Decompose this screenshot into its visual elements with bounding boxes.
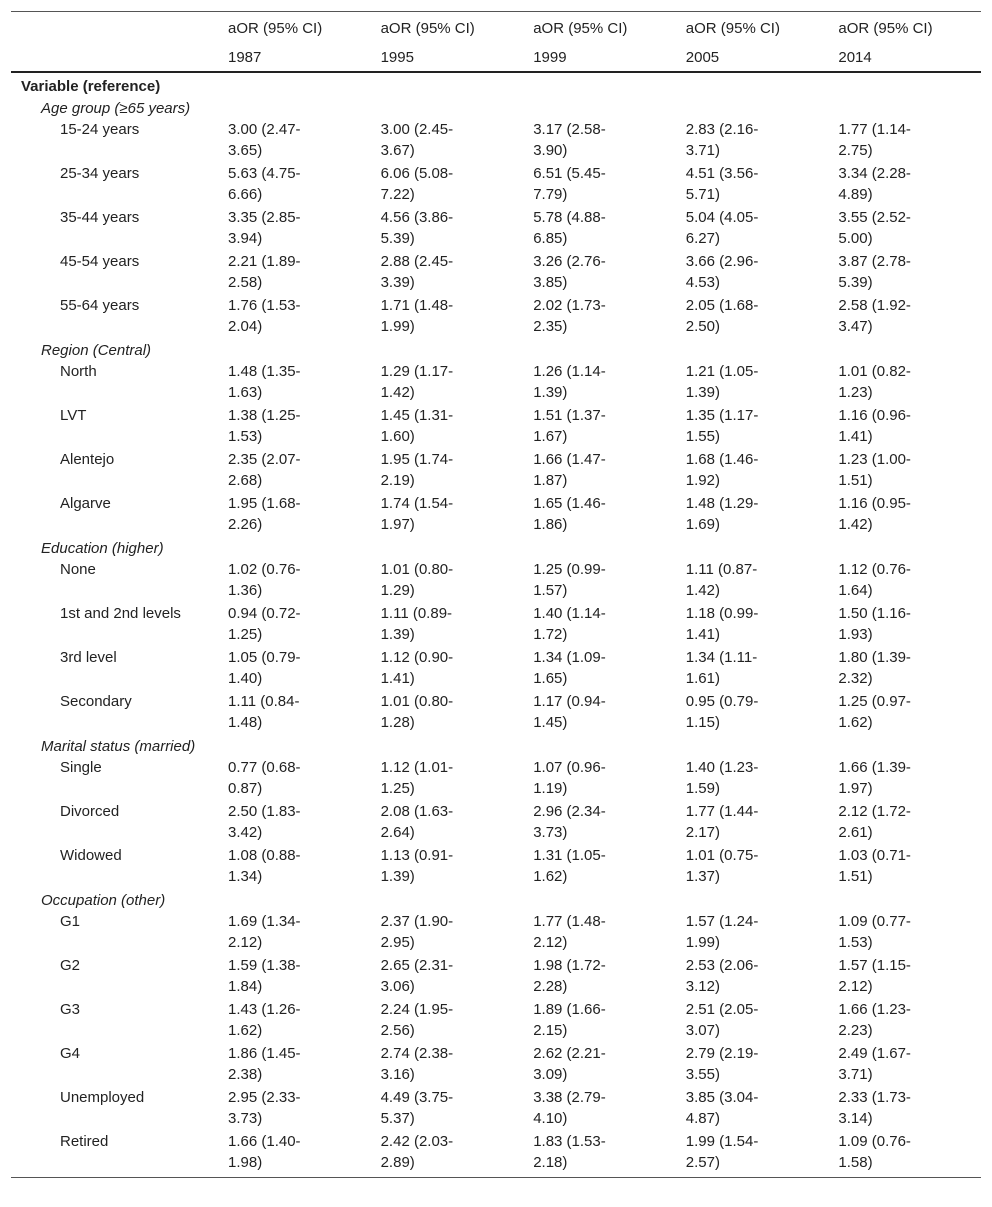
table-cell: 2.65 (2.31-3.06) — [380, 957, 454, 995]
row-label: 35-44 years — [60, 209, 140, 226]
table-cell: 2.02 (1.73-2.35) — [533, 297, 606, 335]
table-cell: 1.66 (1.47-1.87) — [533, 451, 606, 489]
table-cell: 4.51 (3.56-5.71) — [685, 165, 759, 203]
table-cell: 1.01 (0.75-1.37) — [685, 847, 759, 885]
table-row — [11, 647, 981, 691]
table-cell: 1.50 (1.16-1.93) — [838, 605, 911, 643]
table-row — [11, 955, 981, 999]
table-cell: 1.95 (1.74-2.19) — [380, 451, 454, 489]
table-row — [11, 845, 981, 889]
row-label: None — [60, 561, 96, 578]
table-cell: 3.87 (2.78-5.39) — [838, 253, 911, 291]
row-label: 3rd level — [60, 649, 117, 666]
table-row — [11, 911, 981, 955]
row-label: 15-24 years — [60, 121, 140, 138]
row-label: G1 — [60, 913, 81, 930]
header-metric-1987: aOR (95% CI) — [218, 12, 371, 43]
group-title: Region (Central) — [41, 342, 152, 359]
row-label: G2 — [60, 957, 81, 974]
table-cell: 1.26 (1.14-1.39) — [533, 363, 606, 401]
row-label: 45-54 years — [60, 253, 140, 270]
table-cell: 4.49 (3.75-5.37) — [380, 1089, 454, 1127]
table-row — [11, 207, 981, 251]
table-cell: 4.56 (3.86-5.39) — [380, 209, 454, 247]
table-cell: 1.66 (1.23-2.23) — [838, 1001, 911, 1039]
row-label: North — [60, 363, 97, 380]
table-cell: 1.48 (1.29-1.69) — [685, 495, 759, 533]
table-cell: 1.48 (1.35-1.63) — [228, 363, 301, 401]
group-title: Occupation (other) — [41, 892, 166, 909]
table-cell: 2.79 (2.19-3.55) — [685, 1045, 759, 1083]
table-cell: 2.53 (2.06-3.12) — [685, 957, 759, 995]
row-label: Alentejo — [60, 451, 115, 468]
group-header-row — [11, 537, 981, 559]
table-cell: 1.09 (0.76-1.58) — [828, 1131, 981, 1178]
table-cell: 1.12 (0.90-1.41) — [380, 649, 454, 687]
header-year-1999: 1999 — [523, 42, 676, 72]
table-cell: 1.74 (1.54-1.97) — [380, 495, 454, 533]
header-row-year — [11, 42, 981, 72]
header-year-2005: 2005 — [676, 42, 829, 72]
table-cell: 1.95 (1.68-2.26) — [228, 495, 301, 533]
row-label: G3 — [60, 1001, 81, 1018]
table-cell: 3.00 (2.45-3.67) — [380, 121, 454, 159]
table-row — [11, 999, 981, 1043]
row-label: Single — [60, 759, 102, 776]
table-cell: 2.37 (1.90-2.95) — [380, 913, 454, 951]
table-cell: 1.71 (1.48-1.99) — [380, 297, 454, 335]
table-cell: 1.01 (0.80-1.28) — [380, 693, 454, 731]
table-cell: 1.01 (0.80-1.29) — [380, 561, 454, 599]
table-cell: 3.17 (2.58-3.90) — [533, 121, 606, 159]
aor-table — [11, 11, 981, 1178]
table-cell: 3.34 (2.28-4.89) — [838, 165, 911, 203]
table-cell: 1.83 (1.53-2.18) — [523, 1131, 676, 1178]
table-cell: 2.51 (2.05-3.07) — [685, 1001, 759, 1039]
header-year-1995: 1995 — [371, 42, 524, 72]
table-cell: 1.40 (1.14-1.72) — [533, 605, 606, 643]
header-year-1987: 1987 — [218, 42, 371, 72]
table-row — [11, 493, 981, 537]
row-label: G4 — [60, 1045, 81, 1062]
table-cell: 1.11 (0.89-1.39) — [380, 605, 453, 643]
table-cell: 2.24 (1.95-2.56) — [380, 1001, 454, 1039]
table-row — [11, 119, 981, 163]
header-year-2014: 2014 — [828, 42, 981, 72]
group-title: Education (higher) — [41, 540, 164, 557]
table-cell: 2.08 (1.63-2.64) — [380, 803, 454, 841]
table-cell: 1.03 (0.71-1.51) — [838, 847, 911, 885]
table-cell: 2.42 (2.03-2.89) — [371, 1131, 524, 1178]
table-cell: 1.13 (0.91-1.39) — [380, 847, 454, 885]
group-header-row — [11, 735, 981, 757]
header-empty-cell — [11, 42, 218, 72]
table-cell: 3.26 (2.76-3.85) — [533, 253, 606, 291]
table-cell: 2.83 (2.16-3.71) — [685, 121, 759, 159]
table-cell: 1.77 (1.14-2.75) — [838, 121, 911, 159]
table-cell: 1.66 (1.40-1.98) — [218, 1131, 371, 1178]
table-cell: 1.59 (1.38-1.84) — [228, 957, 301, 995]
row-label: Retired — [11, 1131, 218, 1178]
table-cell: 1.01 (0.82-1.23) — [838, 363, 911, 401]
table-cell: 1.08 (0.88-1.34) — [228, 847, 301, 885]
table-cell: 1.51 (1.37-1.67) — [533, 407, 606, 445]
header-empty-cell — [11, 12, 218, 43]
table-cell: 0.77 (0.68-0.87) — [228, 759, 301, 797]
row-label: 1st and 2nd levels — [60, 605, 181, 622]
table-cell: 2.21 (1.89-2.58) — [228, 253, 301, 291]
table-cell: 1.57 (1.15-2.12) — [838, 957, 911, 995]
row-label: 25-34 years — [60, 165, 140, 182]
table-cell: 1.05 (0.79-1.40) — [228, 649, 301, 687]
table-cell: 1.69 (1.34-2.12) — [228, 913, 301, 951]
row-label: Widowed — [60, 847, 122, 864]
table-cell: 5.04 (4.05-6.27) — [685, 209, 759, 247]
table-cell: 2.88 (2.45-3.39) — [380, 253, 454, 291]
table-cell: 1.12 (0.76-1.64) — [838, 561, 911, 599]
table-cell: 2.12 (1.72-2.61) — [838, 803, 911, 841]
table-cell: 2.05 (1.68-2.50) — [685, 297, 759, 335]
table-cell: 2.33 (1.73-3.14) — [838, 1089, 911, 1127]
group-title: Age group (≥65 years) — [41, 100, 191, 117]
table-row — [11, 757, 981, 801]
table-cell: 1.40 (1.23-1.59) — [685, 759, 759, 797]
table-row — [11, 691, 981, 735]
table-cell: 1.45 (1.31-1.60) — [380, 407, 454, 445]
table-cell: 1.68 (1.46-1.92) — [685, 451, 759, 489]
table-row — [11, 801, 981, 845]
table-body — [11, 72, 981, 1178]
header-metric-2005: aOR (95% CI) — [676, 12, 829, 43]
table-row — [11, 449, 981, 493]
table-cell: 1.16 (0.96-1.41) — [838, 407, 911, 445]
table-cell: 3.38 (2.79-4.10) — [533, 1089, 606, 1127]
table-cell: 3.35 (2.85-3.94) — [228, 209, 301, 247]
table-cell: 2.50 (1.83-3.42) — [228, 803, 301, 841]
table-row — [11, 1131, 981, 1178]
table-row — [11, 295, 981, 339]
table-row — [11, 361, 981, 405]
table-row — [11, 163, 981, 207]
variable-reference-label: Variable (reference) — [21, 78, 161, 95]
table-cell: 1.77 (1.48-2.12) — [533, 913, 606, 951]
table-cell: 1.25 (0.97-1.62) — [838, 693, 911, 731]
table-cell: 1.34 (1.11-1.61) — [685, 649, 758, 687]
table-cell: 2.58 (1.92-3.47) — [838, 297, 911, 335]
table-cell: 5.63 (4.75-6.66) — [228, 165, 301, 203]
table-cell: 1.98 (1.72-2.28) — [533, 957, 606, 995]
table-cell: 1.23 (1.00-1.51) — [838, 451, 911, 489]
table-cell: 1.80 (1.39-2.32) — [838, 649, 911, 687]
table-cell: 1.21 (1.05-1.39) — [685, 363, 759, 401]
table-cell: 1.25 (0.99-1.57) — [533, 561, 606, 599]
table-cell: 1.17 (0.94-1.45) — [533, 693, 606, 731]
table-cell: 6.51 (5.45-7.79) — [533, 165, 606, 203]
table-cell: 1.76 (1.53-2.04) — [228, 297, 301, 335]
group-header-row — [11, 97, 981, 119]
table-cell: 1.65 (1.46-1.86) — [533, 495, 606, 533]
table-cell: 1.18 (0.99-1.41) — [685, 605, 759, 643]
row-label: Algarve — [60, 495, 111, 512]
table-row — [11, 405, 981, 449]
table-cell: 1.86 (1.45-2.38) — [228, 1045, 301, 1083]
group-header-row — [11, 339, 981, 361]
table-cell: 1.11 (0.87-1.42) — [685, 561, 758, 599]
table-cell: 1.35 (1.17-1.55) — [685, 407, 759, 445]
table-cell: 0.95 (0.79-1.15) — [685, 693, 759, 731]
table-cell: 2.74 (2.38-3.16) — [380, 1045, 454, 1083]
table-cell: 2.49 (1.67-3.71) — [838, 1045, 911, 1083]
table-cell: 1.02 (0.76-1.36) — [228, 561, 301, 599]
table-cell: 2.96 (2.34-3.73) — [533, 803, 606, 841]
table-cell: 1.43 (1.26-1.62) — [228, 1001, 301, 1039]
table-cell: 1.99 (1.54-2.57) — [676, 1131, 829, 1178]
table-row — [11, 559, 981, 603]
row-label: Unemployed — [60, 1089, 145, 1106]
table-cell: 0.94 (0.72-1.25) — [228, 605, 301, 643]
header-metric-1999: aOR (95% CI) — [523, 12, 676, 43]
table-cell: 1.29 (1.17-1.42) — [380, 363, 454, 401]
row-label: Secondary — [60, 693, 132, 710]
table-cell: 6.06 (5.08-7.22) — [380, 165, 454, 203]
table-cell: 1.11 (0.84-1.48) — [228, 693, 300, 731]
table-cell: 1.38 (1.25-1.53) — [228, 407, 301, 445]
header-metric-2014: aOR (95% CI) — [828, 12, 981, 43]
table-cell: 2.35 (2.07-2.68) — [228, 451, 301, 489]
group-title: Marital status (married) — [41, 738, 196, 755]
table-cell: 1.16 (0.95-1.42) — [838, 495, 911, 533]
table-cell: 1.07 (0.96-1.19) — [533, 759, 606, 797]
table-cell: 3.00 (2.47-3.65) — [228, 121, 301, 159]
table-cell: 1.31 (1.05-1.62) — [533, 847, 606, 885]
table-cell: 2.62 (2.21-3.09) — [533, 1045, 606, 1083]
table-cell: 1.57 (1.24-1.99) — [685, 913, 759, 951]
table-row — [11, 603, 981, 647]
header-metric-1995: aOR (95% CI) — [371, 12, 524, 43]
table-row — [11, 1043, 981, 1087]
row-label: Divorced — [60, 803, 120, 820]
table-cell: 1.12 (1.01-1.25) — [380, 759, 454, 797]
group-header-row — [11, 889, 981, 911]
table-cell: 1.09 (0.77-1.53) — [838, 913, 911, 951]
table-cell: 1.89 (1.66-2.15) — [533, 1001, 606, 1039]
header-row-metric — [11, 12, 981, 43]
variable-reference-row — [11, 72, 981, 97]
table-cell: 3.85 (3.04-4.87) — [685, 1089, 759, 1127]
table-cell: 2.95 (2.33-3.73) — [228, 1089, 301, 1127]
table-cell: 3.55 (2.52-5.00) — [838, 209, 911, 247]
table-cell: 1.66 (1.39-1.97) — [838, 759, 911, 797]
row-label: LVT — [60, 407, 87, 424]
aor-table-container — [11, 11, 981, 1178]
table-row — [11, 251, 981, 295]
table-cell: 5.78 (4.88-6.85) — [533, 209, 606, 247]
table-cell: 3.66 (2.96-4.53) — [685, 253, 759, 291]
table-cell: 1.77 (1.44-2.17) — [685, 803, 759, 841]
table-row — [11, 1087, 981, 1131]
row-label: 55-64 years — [60, 297, 140, 314]
table-cell: 1.34 (1.09-1.65) — [533, 649, 606, 687]
